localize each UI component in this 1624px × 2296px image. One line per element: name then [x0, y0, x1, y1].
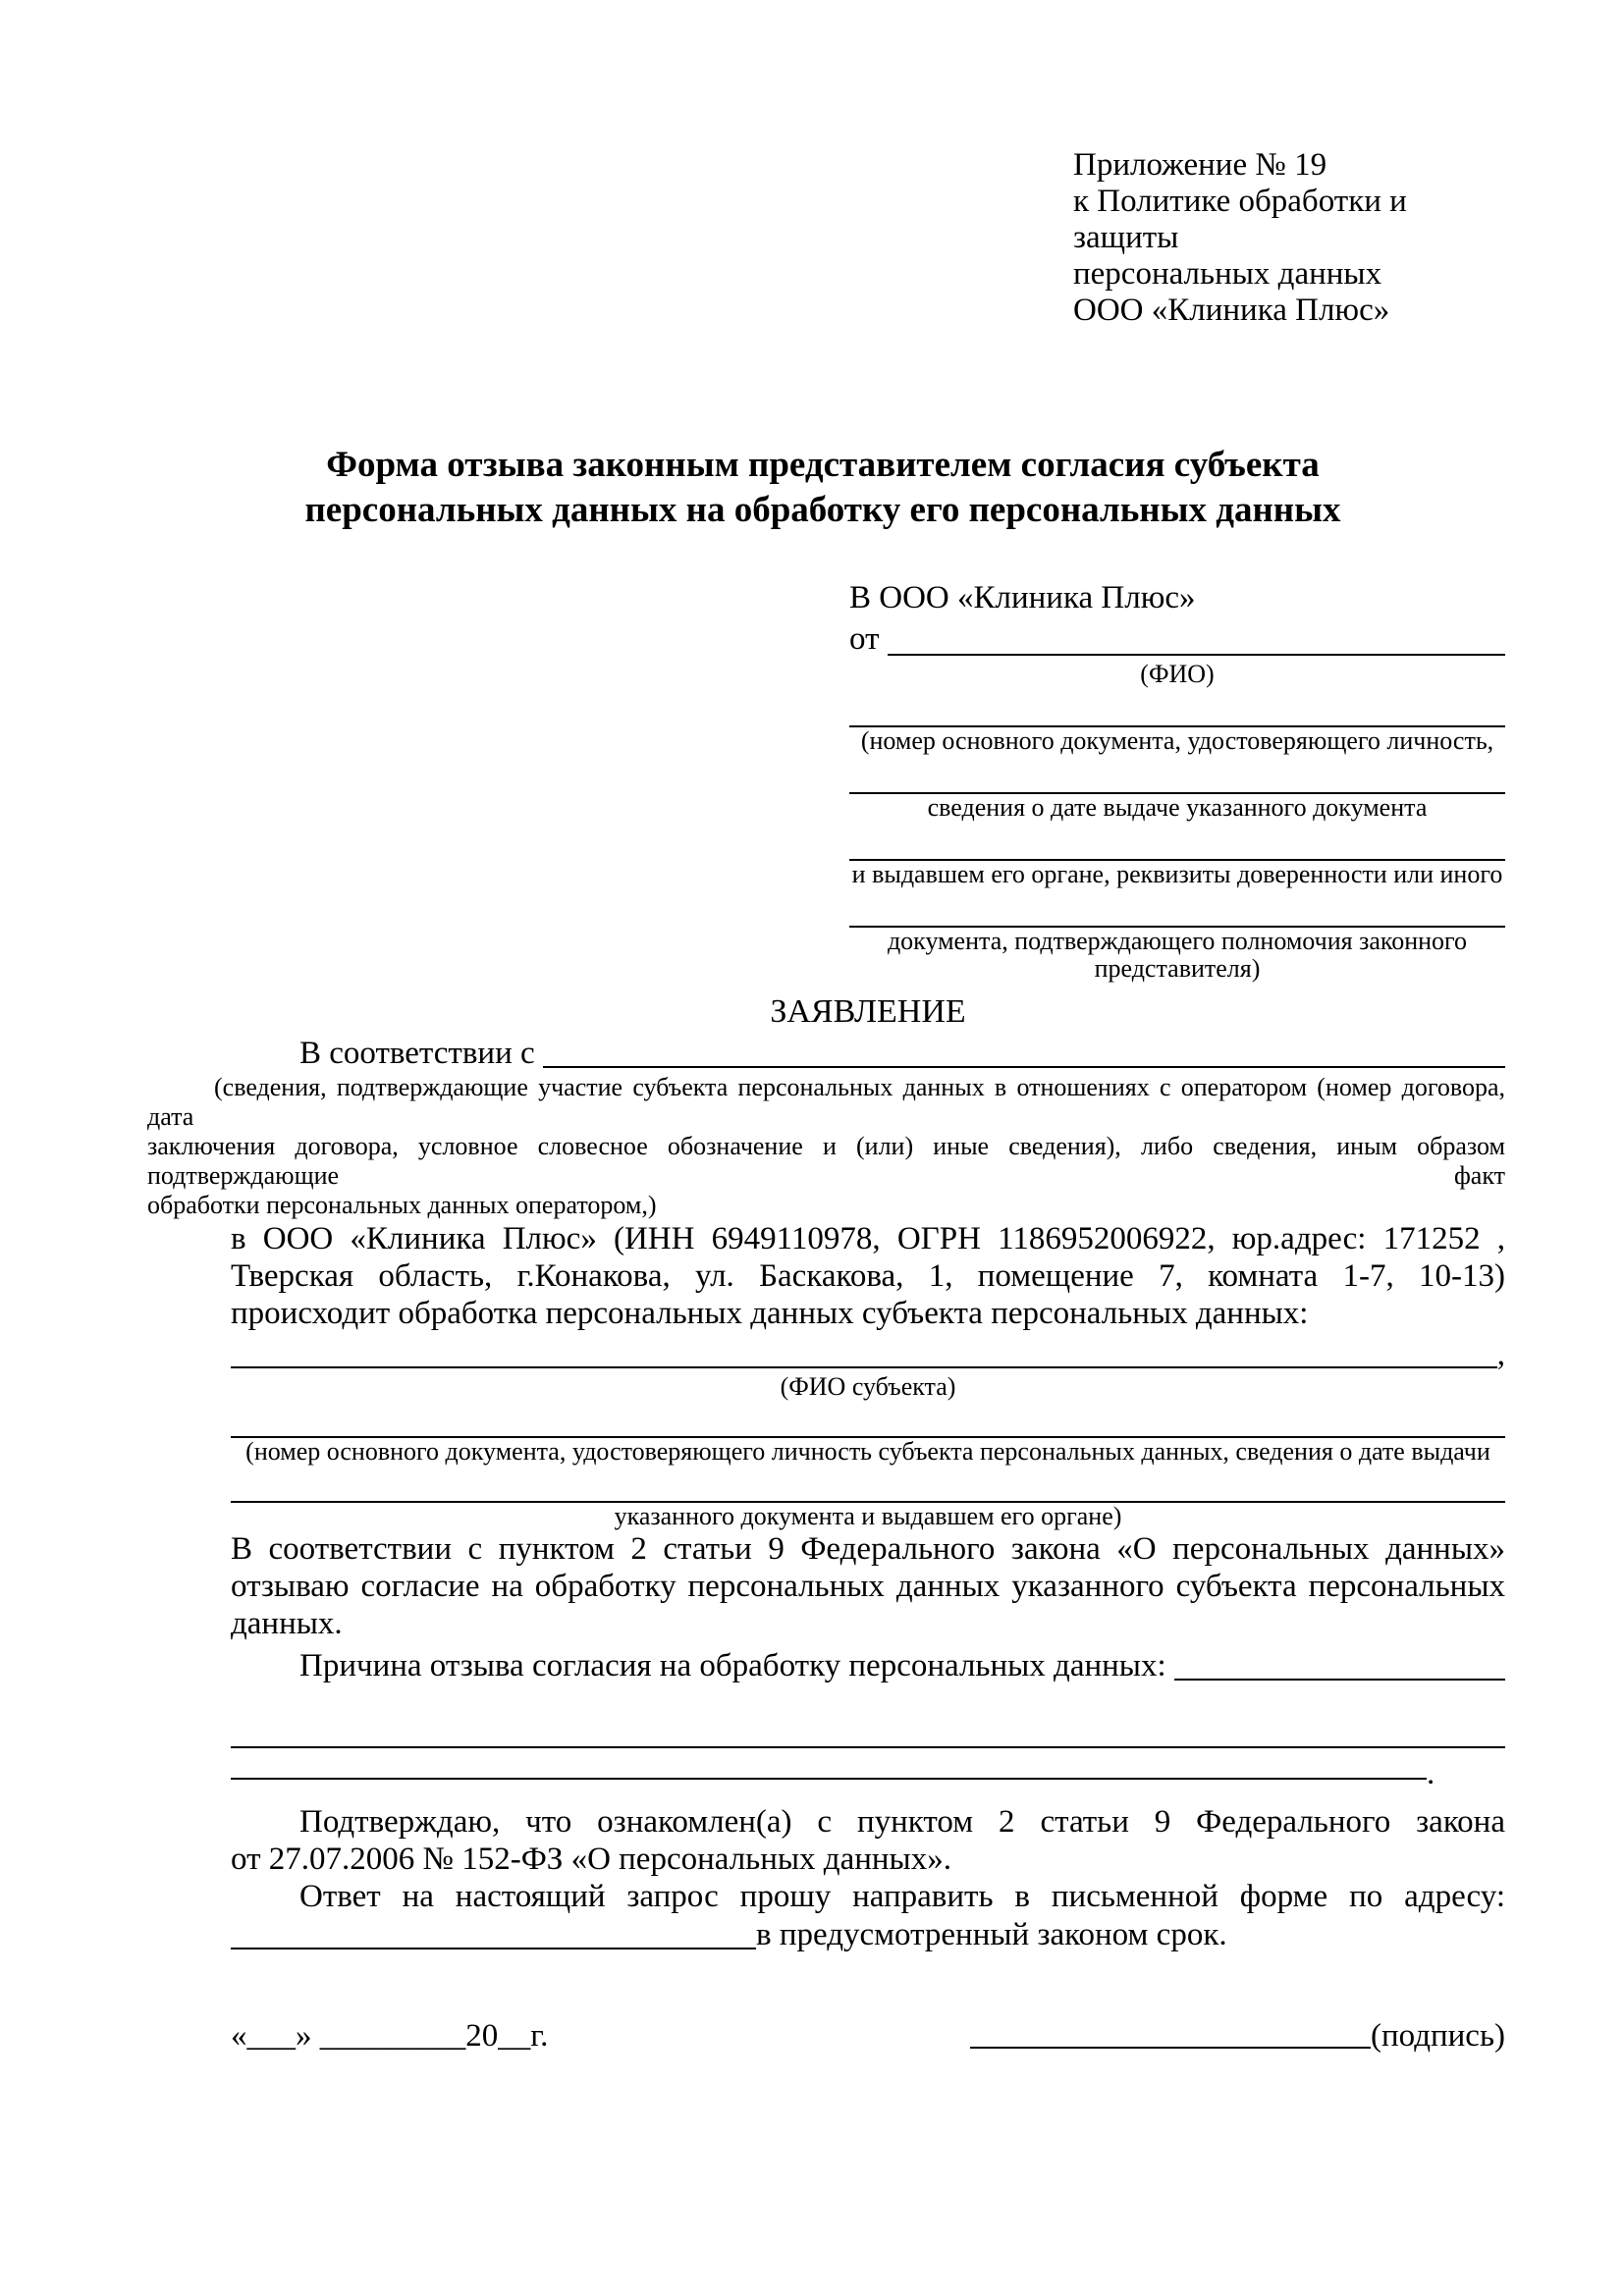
reason-blank-line: [231, 1723, 1505, 1748]
withdrawal-line: отзываю согласие на обработку персональных данных указанного субъекта персональных: [231, 1569, 1505, 1604]
reason-prefix: Причина отзыва согласия на обработку персональных данных:: [299, 1648, 1174, 1683]
statement-heading: ЗАЯВЛЕНИЕ: [770, 993, 966, 1030]
subject-doc-line: [231, 1477, 1505, 1503]
appendix-line: ООО «Клиника Плюс»: [1073, 293, 1390, 328]
addressee-field-line: [849, 835, 1505, 861]
from-fill-line: [888, 617, 1505, 656]
reason-blank-line-row: [231, 1754, 1505, 1793]
withdrawal-line: данных.: [231, 1606, 343, 1641]
reason-fill-line: [1174, 1646, 1505, 1681]
appendix-block: [1073, 147, 1505, 329]
footnote-line: обработки персональных данных оператором,): [147, 1191, 657, 1219]
addressee-field-line: [849, 769, 1505, 794]
signature-line: [970, 2047, 1371, 2049]
addressee-from-row: [849, 617, 1505, 661]
subject-doc-line: [231, 1413, 1505, 1438]
footnote-line: (сведения, подтверждающие участие субъекта персональных данных в отношениях с оператором (номер договора, дата: [147, 1073, 1505, 1131]
intro-fill-line: [543, 1034, 1505, 1068]
addressee-field-caption: сведения о дате выдаче указанного документа: [927, 793, 1428, 822]
reason-period: .: [1427, 1756, 1435, 1791]
signature-caption: (подпись): [1371, 2018, 1505, 2054]
document-title-line: персональных данных на обработку его персональных данных: [304, 490, 1341, 530]
document-title-line: Форма отзыва законным представителем согласия субъекта: [326, 445, 1320, 485]
footnote-line: заключения договора, условное словесное обозначение и (или) иные сведения), либо сведения, иным образом подтверждающие факт: [147, 1132, 1505, 1190]
fio-caption: (ФИО): [1140, 660, 1215, 688]
confirm-line: от 27.07.2006 № 152-ФЗ «О персональных данных».: [231, 1842, 951, 1877]
withdrawal-paragraph: [231, 1530, 1505, 1642]
appendix-line: к Политике обработки и защиты: [1073, 184, 1407, 255]
subject-fio-comma: ,: [1496, 1337, 1505, 1372]
confirm-line: Подтверждаю, что ознакомлен(а) с пунктом 2 статьи 9 Федерального закона: [299, 1804, 1505, 1840]
reason-blank-line: [231, 1754, 1427, 1780]
subject-fio-line: [231, 1336, 1497, 1368]
footnote-paragraph: [147, 1073, 1505, 1220]
appendix-line: Приложение № 19: [1073, 147, 1327, 183]
operator-line: происходит обработка персональных данных субъекта персональных данных:: [231, 1296, 1309, 1331]
footer-row: [231, 2015, 1505, 2056]
signature-group: [970, 2015, 1505, 2056]
subject-doc-caption: указанного документа и выдавшем его органе): [614, 1502, 1122, 1530]
addressee-to: В ООО «Клиника Плюс»: [849, 580, 1196, 615]
subject-doc-caption: (номер основного документа, удостоверяющего личность субъекта персональных данных, сведения о дате выдачи: [245, 1437, 1490, 1466]
subject-fio-row: [231, 1336, 1505, 1373]
from-label: от: [849, 621, 888, 657]
addressee-field-caption: и выдавшем его органе, реквизиты доверенности или иного: [851, 860, 1503, 888]
operator-paragraph: [231, 1220, 1505, 1332]
operator-line: Тверская область, г.Конакова, ул. Баскакова, 1, помещение 7, комната 1-7, 10-13): [231, 1258, 1505, 1294]
document-title: [231, 443, 1415, 533]
reason-row: [231, 1646, 1505, 1685]
intro-prefix: В соответствии с: [299, 1036, 543, 1071]
reply-address-line: [231, 1915, 756, 1949]
confirm-paragraph: [231, 1803, 1505, 1878]
intro-row: [231, 1034, 1505, 1073]
addressee-field-line: [849, 702, 1505, 727]
withdrawal-line: В соответствии с пунктом 2 статьи 9 Федерального закона «О персональных данных»: [231, 1531, 1505, 1567]
appendix-line: персональных данных: [1073, 256, 1382, 292]
operator-line: в ООО «Клиника Плюс» (ИНН 6949110978, ОГРН 1186952006922, юр.адрес: 171252 ,: [231, 1221, 1505, 1256]
reply-address-row: [231, 1915, 1505, 1954]
addressee-field-line: [849, 902, 1505, 928]
reply-paragraph: [231, 1878, 1505, 1915]
addressee-block: [849, 578, 1505, 983]
date-line: «___» _________20__г.: [231, 2018, 549, 2054]
addressee-field-caption: документа, подтверждающего полномочия законного представителя): [887, 927, 1468, 983]
reply-prefix-line: Ответ на настоящий запрос прошу направить в письменной форме по адресу:: [299, 1879, 1505, 1914]
reply-suffix: в предусмотренный законом срок.: [756, 1917, 1227, 1952]
subject-fio-caption: (ФИО субъекта): [780, 1372, 956, 1401]
addressee-field-caption: (номер основного документа, удостоверяющего личность,: [860, 726, 1494, 755]
